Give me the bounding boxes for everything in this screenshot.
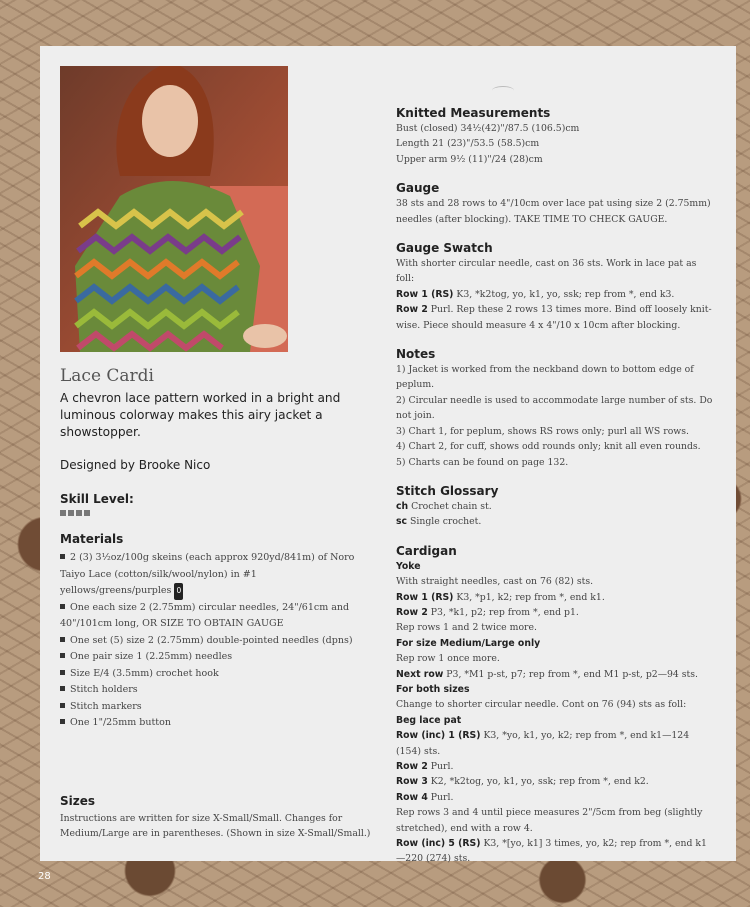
gauge-heading: Gauge [396,181,440,196]
list-item: Stitch holders [60,682,360,699]
glossary-item: ch Crochet chain st. [396,500,492,512]
instruction-line: Row (inc) 5 (RS) K3, *[yo, k1] 3 times, yo, k2; rep from *, end k1—220 (274) sts. [396,838,707,865]
page-sheet [40,46,736,865]
bullet-icon [60,604,65,609]
note-item: 4) Chart 2, for cuff, shows odd rounds only; knit all even rounds. [396,441,701,453]
list-item: 2 (3) 3¹⁄₂oz/100g skeins (each approx 920yd/841m) of Noro Taiyo Lace (cotton/silk/wool/nylon) in #1 yellows/greens/purples 0 [60,550,360,600]
swatch-row-2: Row 2 Purl. Rep these 2 rows 13 times more. Bind off loosely knit-wise. Piece should measure 4 x 4"/10 x 10cm after blocking. [396,304,712,331]
designer-credit: Designed by Brooke Nico [60,458,211,472]
skill-box [76,510,82,516]
glossary-item: sc Single crochet. [396,516,482,528]
both-sizes-subheading: For both sizes [396,683,470,695]
list-item: Stitch markers [60,699,360,716]
skill-heading: Skill Level: [60,492,134,506]
bullet-icon [60,670,65,675]
skill-level [60,492,360,516]
measurement-line: Bust (closed) 34¹⁄₂(42)"/87.5 (106.5)cm [396,123,580,134]
decorative-mark [492,86,514,95]
list-item: One pair size 1 (2.25mm) needles [60,649,360,666]
sizes-heading: Sizes [60,794,96,808]
instruction-line: Row 1 (RS) K3, *p1, k2; rep from *, end k1. [396,591,605,603]
bullet-icon [60,554,65,559]
bullet-icon [60,637,65,642]
instruction-line: Rep rows 1 and 2 twice more. [396,622,537,634]
gauge-text: 38 sts and 28 rows to 4"/10cm over lace pat using size 2 (2.75mm) needles (after blocking). TAKE TIME TO CHECK GAUGE. [396,198,711,225]
sizes-section [60,794,380,841]
medium-subheading: For size Medium/Large only [396,637,541,649]
measurement-line: Length 21 (23)"/53.5 (58.5)cm [396,138,540,150]
instruction-line: Row (inc) 1 (RS) K3, *yo, k1, yo, k2; rep from *, end k1—124 (154) sts. [396,730,690,757]
yarn-weight-icon: 0 [174,583,183,600]
bullet-icon [60,719,65,724]
cardigan-heading: Cardigan [396,543,457,558]
page-number: 28 [38,871,51,882]
model-photo [60,66,288,352]
instruction-line: Rep rows 3 and 4 until piece measures 2"/5cm from beg (slightly stretched), end with a row 4. [396,807,703,834]
list-item: One set (5) size 2 (2.75mm) double-pointed needles (dpns) [60,633,360,650]
skill-level-indicator [60,510,360,516]
glossary-section [396,484,716,530]
list-item: One 1"/25mm button [60,715,360,732]
cardigan-section [396,544,716,867]
instruction-line: Rep row 1 once more. [396,653,500,665]
instruction-line: Row 2 Purl. [396,761,454,772]
measurements-section [396,106,716,167]
note-item: 3) Chart 1, for peplum, shows RS rows only; purl all WS rows. [396,425,689,437]
list-item: Size E/4 (3.5mm) crochet hook [60,666,360,683]
sizes-text: Instructions are written for size X-Small/Small. Changes for Medium/Large are in parentheses. (Shown in size X-Small/Small.) [60,813,371,839]
bullet-icon [60,703,65,708]
instruction-line: Change to shorter circular needle. Cont on 76 (94) sts as foll: [396,699,687,711]
measurement-line: Upper arm 9¹⁄₂ (11)"/24 (28)cm [396,153,543,165]
bullet-icon [60,653,65,658]
skill-box [60,510,66,516]
swatch-row-1: Row 1 (RS) K3, *k2tog, yo, k1, yo, ssk; rep from *, end k3. [396,288,675,300]
swatch-heading: Gauge Swatch [396,241,493,256]
instruction-line: With straight needles, cast on 76 (82) sts. [396,576,594,588]
notes-heading: Notes [396,347,436,362]
list-item: One each size 2 (2.75mm) circular needles, 24"/61cm and 40"/101cm long, OR SIZE TO OBTAIN GAUGE [60,601,350,629]
instructions-column [396,106,716,881]
measurements-heading: Knitted Measurements [396,106,551,120]
skill-box [84,510,90,516]
notes-section [396,347,716,470]
instruction-line: Row 4 Purl. [396,791,454,803]
gauge-section [396,181,716,227]
lace-pattern-subheading: Beg lace pat [396,714,462,726]
instruction-line: Row 3 K2, *k2tog, yo, k1, yo, ssk; rep from *, end k2. [396,776,649,788]
materials-section [60,532,360,732]
note-item: 1) Jacket is worked from the neckband down to bottom edge of peplum. [396,364,694,391]
swatch-section [396,241,716,333]
pattern-lede: A chevron lace pattern worked in a bright and luminous colorway makes this airy jacket a showstopper. [60,391,341,439]
glossary-heading: Stitch Glossary [396,483,499,498]
skill-box [68,510,74,516]
instruction-line: Next row P3, *M1 p-st, p7; rep from *, end M1 p-st, p2—94 sts. [396,668,699,680]
materials-heading: Materials [60,532,124,546]
note-item: 5) Charts can be found on page 132. [396,456,569,468]
materials-list [60,550,360,732]
swatch-intro: With shorter circular needle, cast on 36 sts. Work in lace pat as foll: [396,258,697,285]
instruction-line: Row 2 P3, *k1, p2; rep from *, end p1. [396,606,579,618]
pattern-intro [60,362,360,732]
pattern-title: Lace Cardi [60,366,154,386]
note-item: 2) Circular needle is used to accommodate large number of sts. Do not join. [396,394,713,422]
bullet-icon [60,686,65,691]
yoke-subheading: Yoke [396,560,421,572]
